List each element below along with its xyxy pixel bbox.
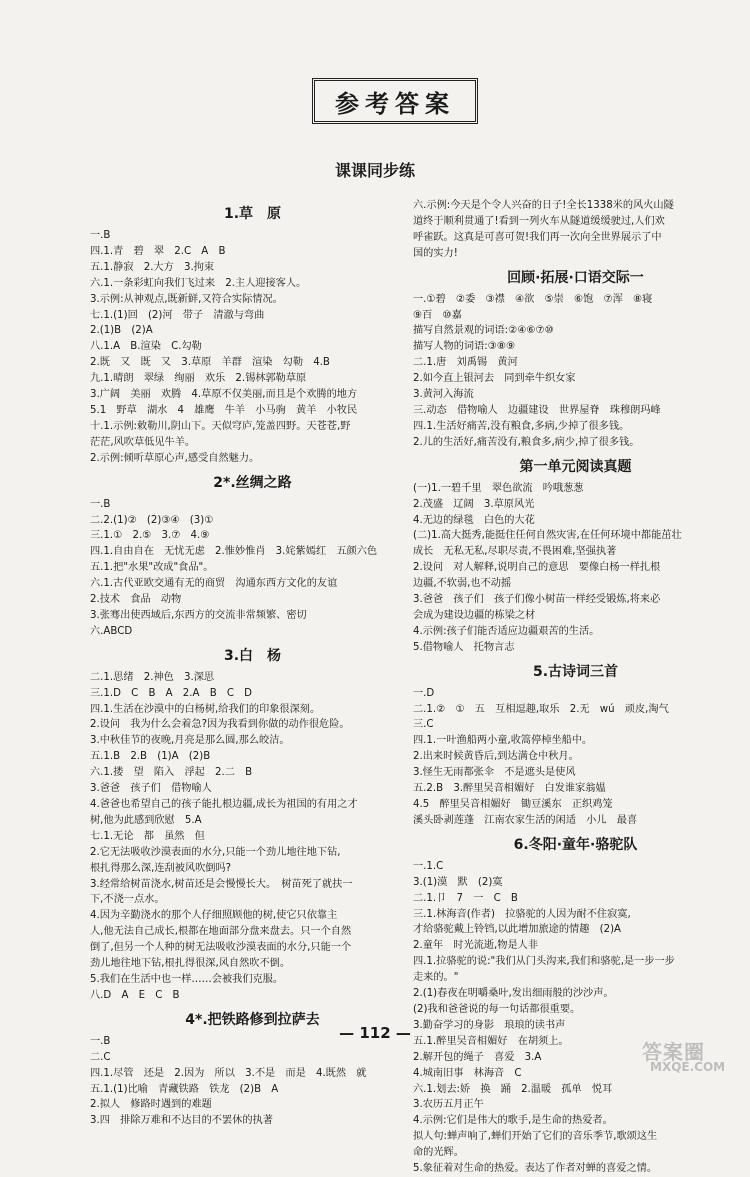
section-title: 回顾·拓展·口语交际一: [507, 269, 644, 286]
answer-line: 3.张骞出使西域后,东西方的交流非常频繁、密切: [90, 609, 307, 621]
answer-line: 八.1.A B.渲染 C.勾勒: [90, 341, 202, 353]
answer-line: 4.无边的绿毯 白色的大花: [413, 514, 535, 526]
answer-line: 国的实力!: [413, 247, 458, 259]
watermark-url: MXQE.COM: [650, 1060, 726, 1074]
answer-line: 边疆,不软弱,也不动摇: [413, 578, 512, 590]
answer-line: 5.我们在生活中也一样……会被我们克服。: [90, 973, 284, 985]
answer-line: 六.1.搂 望 陷入 浮起 2.二 B: [90, 767, 253, 779]
answer-line: 道终于顺利贯通了!看到一列火车从隧道缓缓驶过,人们欢: [413, 215, 665, 227]
answer-line: 一.B: [90, 498, 111, 510]
answer-line: 3.爸爸 孩子们 借物喻人: [90, 783, 212, 795]
answer-line: 五.1.醉里吴音相媚好 在胡须上。: [413, 1035, 569, 1047]
answer-line: 五.2.B 3.醉里吴音相媚好 白发谁家翁媪: [413, 783, 606, 795]
answer-line: 五.1.(1)比喻 青藏铁路 铁龙 (2)B A: [90, 1083, 279, 1095]
answer-line: 二.2.(1)② (2)③④ (3)①: [90, 514, 214, 526]
answer-line: 2.拟人 修路时遇到的难题: [90, 1099, 212, 1111]
answer-line: 2.技术 食品 动物: [90, 594, 182, 606]
header-title: 参考答案: [312, 78, 478, 124]
answer-line: 一.D: [413, 687, 435, 699]
answer-line: 2.设问 对人解释,说明自己的意思 要像白杨一样扎根: [413, 562, 661, 574]
answer-line: 倒了,但另一个人种的树无法吸收沙漠表面的水分,只能一个: [90, 942, 352, 954]
page-number: — 112 —: [339, 1024, 411, 1042]
answer-line: 成长 无私无私,尽职尽责,不畏困难,坚强执著: [413, 546, 617, 558]
answer-line: 命的光辉。: [413, 1147, 464, 1159]
answer-line: 六.ABCD: [90, 625, 133, 637]
answer-line: 一.①碧 ②委 ③襟 ④欲 ⑤崇 ⑥饱 ⑦浑 ⑧寝: [413, 293, 653, 305]
answer-line: 2.如今直上银河去 同到牵牛织女家: [413, 373, 576, 385]
answer-line: 描写人物的词语:③⑧⑨: [413, 341, 516, 353]
answer-line: 4.示例:孩子们能否适应边疆艰苦的生活。: [413, 625, 600, 637]
answer-line: 二.1.卩 7 一 C B: [413, 892, 518, 904]
answer-line: 4.爸爸也希望自己的孩子能扎根边疆,成长为祖国的有用之才: [90, 799, 358, 810]
answer-line: 二.C: [90, 1051, 111, 1063]
answer-line: 4.城南旧事 林海音 C: [413, 1067, 522, 1079]
left-column: [90, 198, 415, 1129]
answer-line: 五.1.把"水果"改成"食品"。: [90, 562, 214, 574]
answer-line: (二)1.高大挺秀,能挺住任何自然灾害,在任何环境中都能茁壮: [413, 530, 682, 542]
answer-line: 劲儿地往地下钻,根扎得很深,风自然吹不倒。: [90, 958, 291, 970]
answer-line: 十.1.示例:敕勒川,阴山下。天似穹庐,笼盖四野。天苍苍,野: [90, 420, 351, 432]
answer-line: 五.1.B 2.B (1)A (2)B: [90, 751, 211, 763]
section-title: 2*.丝绸之路: [213, 474, 292, 491]
answer-line: 七.1.无论 都 虽然 但: [90, 830, 205, 842]
answer-line: 描写自然景观的词语:②④⑥⑦⑩: [413, 325, 554, 337]
answer-line: 3.农历五月正午: [413, 1099, 484, 1111]
answer-line: 4.5 醉里吴音相媚好 锄豆溪东 正织鸡笼: [413, 799, 613, 810]
answer-line: 三.1.D C B A 2.A B C D: [90, 687, 253, 699]
answer-line: 3.(1)漠 默 (2)寞: [413, 876, 503, 888]
answer-line: 树,他为此感到欣慰 5.A: [90, 814, 202, 826]
answer-line: 三.1.① 2.⑤ 3.⑦ 4.⑨: [90, 530, 210, 542]
answer-line: 3.中秋佳节的夜晚,月亮是那么圆,那么皎洁。: [90, 735, 290, 747]
answer-line: 茫茫,风吹草低见牛羊。: [90, 436, 196, 448]
answer-line: 3.四 排除万难和不达目的不罢休的执著: [90, 1115, 273, 1127]
answer-line: 会成为建设边疆的栋梁之材: [413, 609, 536, 621]
answer-line: 根扎得那么深,连刮被风吹倒吗?: [90, 862, 232, 874]
answer-line: 人,他无法自己成长,根都在地面部分盘来盘去。只一个自然: [90, 926, 352, 938]
answer-line: 下,不浇一点水。: [90, 894, 165, 906]
answer-line: 四.1.拉骆驼的说:"我们从门头沟来,我们和骆驼,是一步一步: [413, 956, 675, 968]
answer-line: 5.象征着对生命的热爱。表达了作者对蝉的喜爱之情。: [413, 1163, 658, 1175]
section-title: 第一单元阅读真题: [519, 458, 632, 475]
answer-line: 2.(1)B (2)A: [90, 325, 153, 337]
answer-line: 3.怪生无雨都张伞 不是遮头是使风: [413, 767, 576, 779]
answer-line: (2)我和爸爸说的每一句话都很重要。: [413, 1003, 581, 1015]
answer-line: 四.1.一叶渔船两小童,收篙停棹坐船中。: [413, 735, 593, 747]
page-subtitle: 课课同步练: [334, 161, 415, 180]
answer-line: 九.1.晴朗 翠绿 绚丽 欢乐 2.锡林郭勒草原: [90, 373, 307, 385]
answer-line: 2.它无法吸收沙漠表面的水分,只能一个劲儿地往地下钻,: [90, 846, 341, 858]
answer-line: 二.1.② ① 五 互相逗趣,取乐 2.无 wú 顽皮,淘气: [413, 703, 669, 715]
answer-line: 四.1.自由自在 无忧无虑 2.惟妙惟肖 3.姹紫嫣红 五颜六色: [90, 546, 378, 558]
answer-line: 才给骆驼戴上铃铛,以此增加旅途的情趣 (2)A: [413, 924, 622, 936]
answer-line: 五.1.静寂 2.大方 3.拘束: [90, 261, 215, 273]
answer-line: 六.1.古代亚欧交通有无的商贸 沟通东西方文化的友谊: [90, 578, 338, 590]
section-title: 3.白 杨: [223, 647, 282, 664]
answer-line: 二.1.思绪 2.神色 3.深思: [90, 671, 215, 683]
answer-line: 3.示例:从神观点,既新鲜,又符合实际情况。: [90, 293, 283, 305]
answer-line: 3.黄河入海流: [413, 389, 474, 401]
answer-line: 四.1.生活在沙漠中的白杨树,给我们的印象很深刻。: [90, 703, 321, 715]
answer-line: 3.爸爸 孩子们 孩子们像小树苗一样经受锻炼,将来必: [413, 594, 661, 606]
answer-line: 一.B: [90, 230, 111, 241]
answer-line: 2.童年 时光流逝,物是人非: [413, 940, 539, 952]
answer-line: 4.示例:它们是伟大的歌手,是生命的热爱者。: [413, 1115, 613, 1127]
answer-line: 2.设问 我为什么会着急?因为我看到你做的动作很危险。: [90, 719, 350, 731]
answer-line: 一.B: [90, 1035, 111, 1047]
section-title: 1.草 原: [223, 206, 282, 222]
section-title: 6.冬阳·童年·骆驼队: [513, 836, 638, 853]
answer-line: 一.1.C: [413, 860, 444, 872]
answer-line: 拟人句:蝉声响了,蝉们开始了它们的音乐季节,歌颂这生: [413, 1131, 658, 1143]
answer-line: 3.勤奋学习的身影 琅琅的读书声: [413, 1019, 566, 1031]
answer-line: 2.示例:倾听草原心声,感受自然魅力。: [90, 452, 260, 464]
answer-line: 5.借物喻人 托物言志: [413, 641, 515, 653]
answer-line: 5.1 野草 湖水 4 雄鹰 牛羊 小马驹 黄羊 小牧民: [90, 404, 358, 416]
section-title: 4*.把铁路修到拉萨去: [185, 1011, 320, 1028]
answer-line: 八.D A E C B: [90, 989, 180, 1001]
answer-line: 2.出来时候黄昏后,到达满仓中秋月。: [413, 751, 579, 763]
answer-line: ⑨百 ⑩嘉: [413, 309, 462, 321]
answer-line: 2.茂盛 辽阔 3.草原风光: [413, 498, 535, 510]
answer-line: 七.1.(1)回 (2)河 带子 清澈与弯曲: [90, 309, 265, 321]
answer-line: 4.因为辛勤浇水的那个人仔细照顾他的树,使它只依靠主: [90, 910, 338, 922]
answer-line: 四.1.青 碧 翠 2.C A B: [90, 245, 226, 257]
answer-line: 2.儿的生活好,痛苦没有,粮食多,病少,掉了很多钱。: [413, 436, 640, 448]
answer-line: 三.动态 借物喻人 边疆建设 世界屋脊 珠穆朗玛峰: [413, 404, 661, 416]
answer-line: (一)1.一碧千里 翠色欲流 吟哦葱葱: [413, 482, 584, 494]
answer-line: 三.1.林海音(作者) 拉骆驼的人因为耐不住寂寞,: [413, 908, 631, 920]
answer-line: 二.1.唐 刘禹锡 黄河: [413, 357, 518, 369]
answer-line: 3.经常给树苗浇水,树苗还是会慢慢长大。 树苗死了就扶一: [90, 878, 353, 890]
answer-line: 三.C: [413, 719, 434, 731]
answer-line: 六.示例:今天是个令人兴奋的日子!全长1338米的风火山隧: [413, 200, 674, 211]
answer-line: 四.1.生活好痛苦,没有粮食,多病,少掉了很多钱。: [413, 420, 630, 432]
answer-line: 2.(1)春夜在明嚼桑叶,发出细雨般的沙沙声。: [413, 988, 614, 1000]
answer-line: 走来的。": [413, 972, 459, 984]
answer-line: 溪头卧剥莲蓬 江南农家生活的闲适 小儿 最喜: [413, 814, 638, 826]
section-title: 5.古诗词三首: [532, 663, 619, 680]
answer-line: 3.广阔 美丽 欢腾 4.草原不仅美丽,而且是个欢腾的地方: [90, 389, 358, 401]
answer-line: 六.1.划去:娇 换 踊 2.温暖 孤单 悦耳: [413, 1083, 613, 1095]
answer-line: 2.既 又 既 又 3.草原 羊群 渲染 勾勒 4.B: [90, 357, 330, 369]
answer-line: 六.1.一条彩虹向我们飞过来 2.主人迎接客人。: [90, 277, 307, 289]
answer-line: 四.1.尽管 还是 2.因为 所以 3.不是 而是 4.既然 就: [90, 1067, 367, 1079]
watermark-logo: 答案圈: [642, 1040, 705, 1064]
answer-line: 呼雀跃。这真是可喜可贺!我们再一次向全世界展示了中: [413, 231, 662, 243]
answer-line: 2.解开包的绳子 喜爱 3.A: [413, 1051, 542, 1063]
